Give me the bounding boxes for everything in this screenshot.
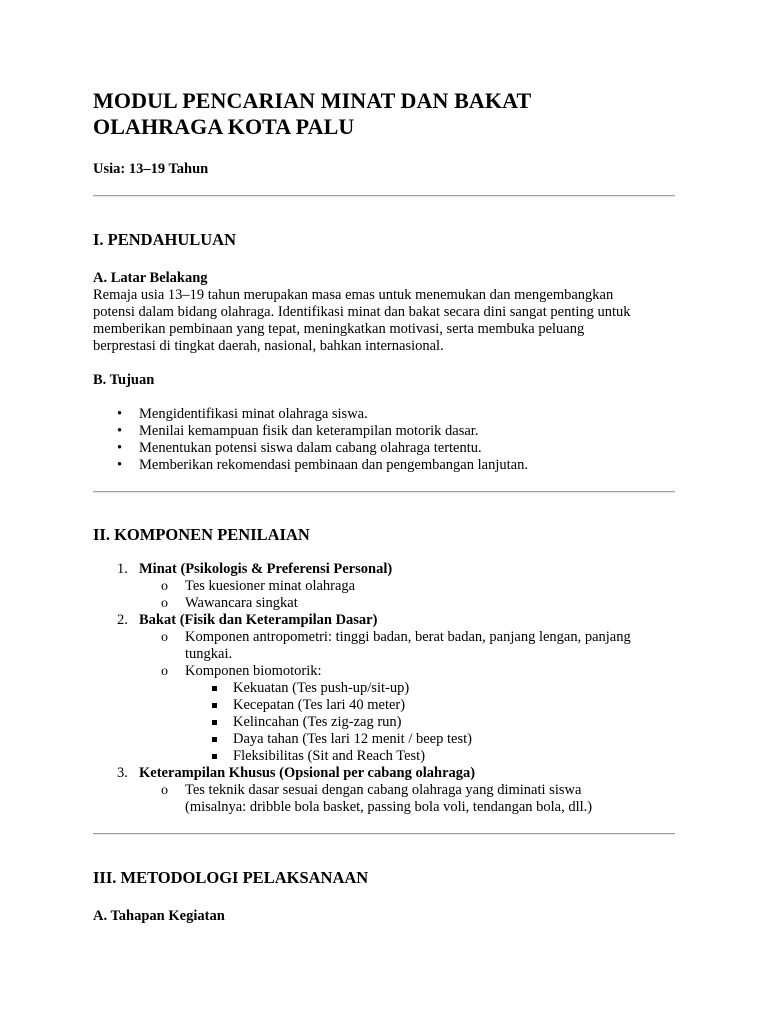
list-item [93,423,675,440]
list-item-minat [93,561,675,612]
sub-list-item-text: tungkai. [185,646,233,662]
list-item-bakat [93,612,675,765]
paragraph-line: memberikan pembinaan yang tepat, meningkatkan motivasi, serta membuka peluang [93,321,585,337]
sub-sub-list-item [185,748,675,765]
sub-list-item [139,663,675,765]
section-heading-pendahuluan: I. PENDAHULUAN [93,230,237,249]
sub-list [139,782,675,816]
list-number: 1. [117,561,128,577]
paragraph-line: berprestasi di tingkat daerah, nasional, bahkan internasional. [93,338,444,354]
square-marker [212,737,217,742]
sub-sub-list-item-text: Fleksibilitas (Sit and Reach Test) [233,748,426,764]
document-title [93,88,675,140]
square-marker [212,720,217,725]
list-number: 2. [117,612,128,628]
document-page [93,88,675,925]
sub-list [139,578,675,612]
komponen-list [93,561,675,816]
list-item [93,457,675,474]
divider [93,833,675,835]
list-item-title: Minat (Psikologis & Preferensi Personal) [139,561,393,577]
list-item-text: Memberikan rekomendasi pembinaan dan pengembangan lanjutan. [139,457,528,473]
sub-sub-list-item-text: Kecepatan (Tes lari 40 meter) [233,697,406,713]
sub-list-item-text: Komponen biomotorik: [185,663,322,679]
sub-list-item-text: Tes teknik dasar sesuai dengan cabang olahraga yang diminati siswa [185,782,582,798]
divider [93,491,675,493]
sub-list-item-text: Tes kuesioner minat olahraga [185,578,356,594]
sub-list [139,629,675,765]
sub-sub-list-item-text: Daya tahan (Tes lari 12 menit / beep test) [233,731,472,747]
sub-list-item [139,595,675,612]
sub-list-item-text: (misalnya: dribble bola basket, passing bola voli, tendangan bola, dll.) [185,799,593,815]
document-title-line-2: OLAHRAGA KOTA PALU [93,114,355,139]
subheading-latar-belakang: A. Latar Belakang [93,270,208,286]
circle-marker: o [161,783,168,798]
subheading-tahapan-kegiatan: A. Tahapan Kegiatan [93,908,225,924]
list-item [93,440,675,457]
list-item-text: Menentukan potensi siswa dalam cabang olahraga tertentu. [139,440,482,456]
tujuan-list [93,406,675,474]
square-marker [212,703,217,708]
list-item-text: Menilai kemampuan fisik dan keterampilan motorik dasar. [139,423,479,439]
section-heading-metodologi: III. METODOLOGI PELAKSANAAN [93,868,369,887]
paragraph-line: Remaja usia 13–19 tahun merupakan masa emas untuk menemukan dan mengembangkan [93,287,614,303]
square-marker [212,686,217,691]
section-heading-komponen-penilaian: II. KOMPONEN PENILAIAN [93,525,310,544]
sub-sub-list-item [185,697,675,714]
circle-marker: o [161,630,168,645]
circle-marker: o [161,596,168,611]
document-title-line-1: MODUL PENCARIAN MINAT DAN BAKAT [93,88,532,113]
list-number: 3. [117,765,128,781]
bullet-marker: • [117,423,123,439]
sub-list-item [139,782,675,816]
circle-marker: o [161,664,168,679]
bullet-marker: • [117,406,123,422]
list-item-title: Bakat (Fisik dan Keterampilan Dasar) [139,612,378,628]
age-subtitle: Usia: 13–19 Tahun [93,161,209,177]
sub-sub-list-item [185,714,675,731]
list-item-title: Keterampilan Khusus (Opsional per cabang olahraga) [139,765,476,781]
sub-sub-list-item-text: Kelincahan (Tes zig-zag run) [233,714,402,730]
divider [93,195,675,197]
sub-list-item [139,629,675,663]
square-marker [212,754,217,759]
sub-sub-list-item [185,731,675,748]
circle-marker: o [161,579,168,594]
sub-sub-list-item-text: Kekuatan (Tes push-up/sit-up) [233,680,410,696]
bullet-marker: • [117,457,123,473]
paragraph-line: potensi dalam bidang olahraga. Identifikasi minat dan bakat secara dini sangat penting untuk [93,304,631,320]
list-item [93,406,675,423]
paragraph-latar-belakang [93,287,675,355]
sub-list-item-text: Wawancara singkat [185,595,298,611]
list-item-keterampilan-khusus [93,765,675,816]
bullet-marker: • [117,440,123,456]
sub-list-item [139,578,675,595]
sub-list-item-text: Komponen antropometri: tinggi badan, berat badan, panjang lengan, panjang [185,629,631,645]
biomotorik-list [185,680,675,765]
subheading-tujuan: B. Tujuan [93,372,155,388]
sub-sub-list-item [185,680,675,697]
list-item-text: Mengidentifikasi minat olahraga siswa. [139,406,368,422]
